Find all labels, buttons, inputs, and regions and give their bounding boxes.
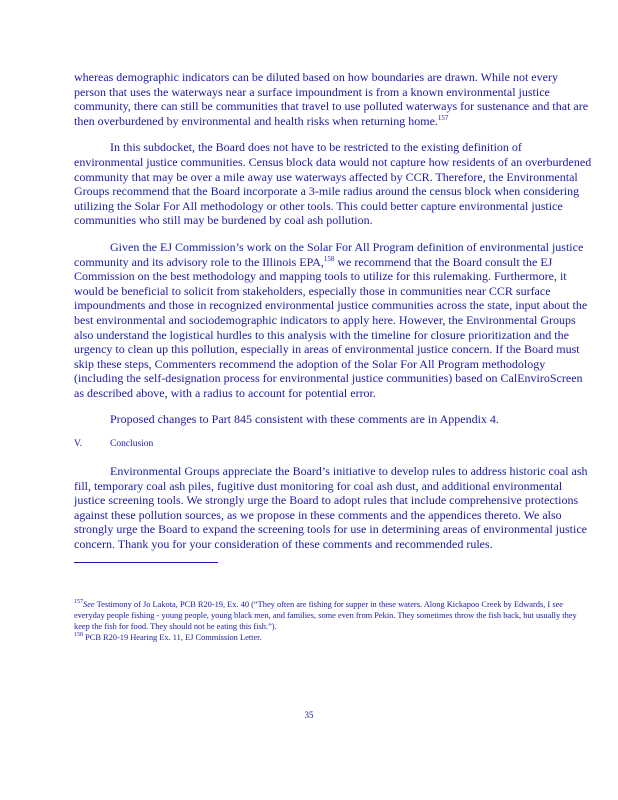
paragraph-ej-commission: [74, 240, 592, 401]
footnote-separator: [74, 562, 218, 563]
section-number: V.: [74, 439, 83, 450]
footnote-ref-157: 157: [437, 113, 449, 122]
paragraph-text: whereas demographic indicators can be diluted based on how boundaries are drawn. While not every person that uses the waterways near a surface impoundment is from a known environmental justice community, there can still be communities that travel to use polluted waterways for sustenance and that are then overburdened by environmental and health risks when returning home.: [74, 70, 589, 128]
section-heading: [74, 439, 592, 449]
footnote-158: [74, 632, 592, 643]
paragraph-sustenance: [74, 70, 592, 128]
paragraph-conclusion: Environmental Groups appreciate the Board’s initiative to develop rules to address historic coal ash fill, temporary coal ash piles, fugitive dust monitoring for coal ash dust, and additional environmental justice screening tools. We strongly urge the Board to adopt rules that include comprehensive protections against these pollution sources, as we propose in these comments and the appendices thereto. We also strongly urge the Board to expand the screening tools for use in determining areas of environmental justice concern. Thank you for your consideration of these comments and recommended rules.: [74, 464, 588, 552]
section-title: Conclusion: [110, 439, 154, 450]
paragraph-subdocket: In this subdocket, the Board does not have to be restricted to the existing definition of environmental justice communities. Census block data would not capture how residents of an overburdened community that may be over a mile away use waterways affected by CCR. Therefore, the Environmental Groups recommend that the Board incorporate a 3-mile radius around the census block when considering utilizing the Solar For All methodology or other tools. This could better capture environmental justice communities who still may be burdened by coal ash pollution.: [74, 140, 592, 228]
footnote-text: Testimony of Jo Lakota, PCB R20-19, Ex. 40 (“They often are fishing for supper in these waters. Along Kickapoo Creek by Edwards, I see everyday people fishing - young people, young black men, and families, some even from Pekin. They sometimes throw the fish back, but usually they keep the fish for food. They should not be eating this fish.”).: [74, 599, 577, 631]
footnote-signal: See: [83, 599, 95, 609]
footnote-157: [74, 599, 592, 632]
footnote-ref-158: 158: [323, 254, 335, 263]
paragraph-text: we recommend that the Board consult the EJ Commission on the best methodology and mapping tools to utilize for this rulemaking. Furthermore, it would be beneficial to solicit from stakeholders, especially those in communities near CCR surface impoundments and those in recognized environmental justice communities across the state, input about the best environmental and sociodemographic indicators to apply here. However, the Environmental Groups also understand the logistical hurdles to this analysis with the timeline for closure prioritization and the urgency to clean up this pollution, especially in areas of environmental justice concern. If the Board must skip these steps, Commenters recommend the adoption of the Solar For All Program methodology (including the self-designation process for environmental justice communities) based on CalEnviroScreen as described above, with a radius to account for potential error.: [74, 254, 588, 400]
page-content: [74, 70, 592, 643]
footnote-number: 158: [74, 631, 83, 638]
paragraph-text: Given the EJ Commission’s work on the Solar For All Program definition of environmental justice community and its advisory role to the Illinois EPA,: [74, 239, 584, 269]
footnote-text: PCB R20-19 Hearing Ex. 11, EJ Commission Letter.: [83, 632, 262, 642]
footnote-number: 157: [74, 598, 83, 605]
page-number: 35: [304, 710, 314, 720]
paragraph-proposed-changes: Proposed changes to Part 845 consistent with these comments are in Appendix 4.: [110, 412, 499, 427]
